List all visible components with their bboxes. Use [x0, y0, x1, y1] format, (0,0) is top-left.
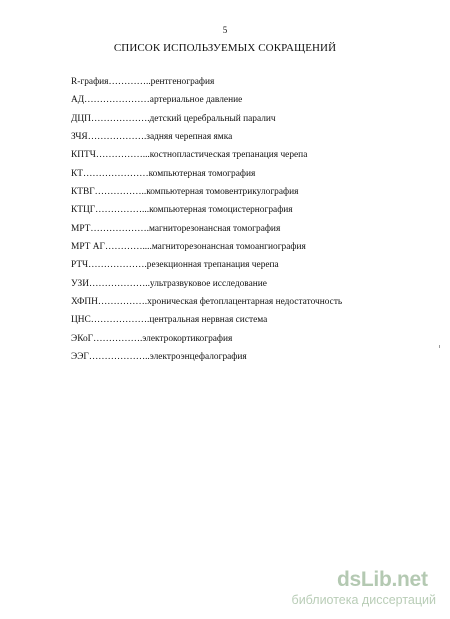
abbreviation-term: ЭКоГ: [71, 333, 94, 344]
abbreviation-row: [71, 77, 401, 95]
watermark-logo: dsLib.net: [337, 568, 428, 591]
page-number: 5: [222, 25, 228, 35]
abbreviation-definition: ультразвуковое исследование: [149, 278, 267, 289]
abbreviation-row: [71, 242, 401, 260]
page-title: СПИСОК ИСПОЛЬЗУЕМЫХ СОКРАЩЕНИЙ: [113, 42, 337, 54]
scan-mark: [439, 345, 440, 348]
leader-dots: ………………..: [88, 278, 150, 289]
abbreviation-term: КТВГ: [71, 187, 95, 198]
abbreviation-term: ЭЭГ: [71, 352, 89, 363]
leader-dots: …………………: [82, 168, 149, 179]
abbreviation-row: [71, 260, 401, 278]
abbreviation-row: [71, 352, 401, 370]
leader-dots: …………….: [97, 297, 148, 308]
abbreviation-term: ХФПН: [71, 297, 98, 308]
abbreviation-term: КТЦГ: [71, 205, 96, 216]
abbreviation-row: [71, 205, 401, 223]
abbreviation-definition: ..компьютерная томоцистернография: [144, 205, 293, 216]
abbreviation-term: МРТ: [71, 223, 91, 234]
leader-dots: ……………….: [90, 315, 150, 326]
abbreviation-definition: компьютерная томография: [148, 168, 256, 179]
leader-dots: ……………….: [90, 223, 149, 234]
abbreviation-row: [71, 132, 401, 150]
abbreviation-definition: электроэнцефалография: [149, 352, 247, 363]
abbreviation-definition: хроническая фетоплацентарная недостаточность: [147, 297, 343, 308]
abbreviation-definition: магниторезонансная томография: [149, 223, 281, 234]
abbreviation-definition: рентгенография: [150, 77, 215, 87]
abbreviation-definition: электрокортикография: [142, 333, 233, 344]
abbreviation-row: [71, 315, 401, 333]
abbreviation-term: МРТ АГ: [71, 242, 105, 253]
abbreviation-term: ЗЧЯ: [71, 132, 88, 143]
leader-dots: …………..: [108, 77, 151, 87]
abbreviation-row: [71, 150, 401, 168]
abbreviation-row: [71, 279, 401, 297]
watermark-caption: библиотека диссертаций: [291, 593, 436, 607]
abbreviation-term: АД: [71, 95, 85, 106]
leader-dots: ……………….: [88, 260, 147, 271]
abbreviation-definition: резекционная трепанация черепа: [146, 260, 279, 271]
abbreviation-term: УЗИ: [71, 278, 89, 289]
abbreviation-list: [71, 77, 401, 371]
abbreviation-definition: компьютерная томовентрикулография: [146, 187, 299, 198]
abbreviation-row: [71, 224, 401, 242]
abbreviation-definition: задняя черепная ямка: [146, 132, 233, 143]
leader-dots: ……………….: [87, 132, 147, 143]
abbreviation-row: [71, 95, 401, 113]
abbreviation-term: КПТЧ: [71, 150, 96, 161]
abbreviation-row: [71, 334, 401, 352]
abbreviation-row: [71, 169, 401, 187]
abbreviation-term: ДЦП: [71, 113, 91, 124]
abbreviation-term: КТ: [71, 168, 83, 179]
abbreviation-definition: артериальное давление: [149, 95, 243, 106]
leader-dots: ………………..: [88, 352, 150, 363]
leader-dots: …………..: [104, 242, 148, 253]
leader-dots: ……………….: [90, 113, 150, 124]
abbreviation-term: РТЧ: [71, 260, 89, 271]
leader-dots: …………………: [84, 95, 150, 106]
abbreviation-term: ЦНС: [71, 315, 91, 326]
abbreviation-term: R-графия: [71, 77, 109, 87]
abbreviation-definition: центральная нервная система: [149, 315, 268, 326]
leader-dots: …………….: [93, 333, 143, 344]
abbreviation-definition: ..магниторезонансная томоангиография: [147, 242, 306, 253]
abbreviation-row: [71, 297, 401, 315]
leader-dots: …………….: [95, 205, 145, 216]
leader-dots: …………….: [95, 150, 146, 161]
abbreviation-definition: ..костнопластическая трепанация черепа: [145, 150, 308, 161]
abbreviation-row: [71, 114, 401, 132]
abbreviation-row: [71, 187, 401, 205]
leader-dots: ……………..: [94, 187, 147, 198]
abbreviation-definition: детский церебральный паралич: [149, 113, 276, 124]
